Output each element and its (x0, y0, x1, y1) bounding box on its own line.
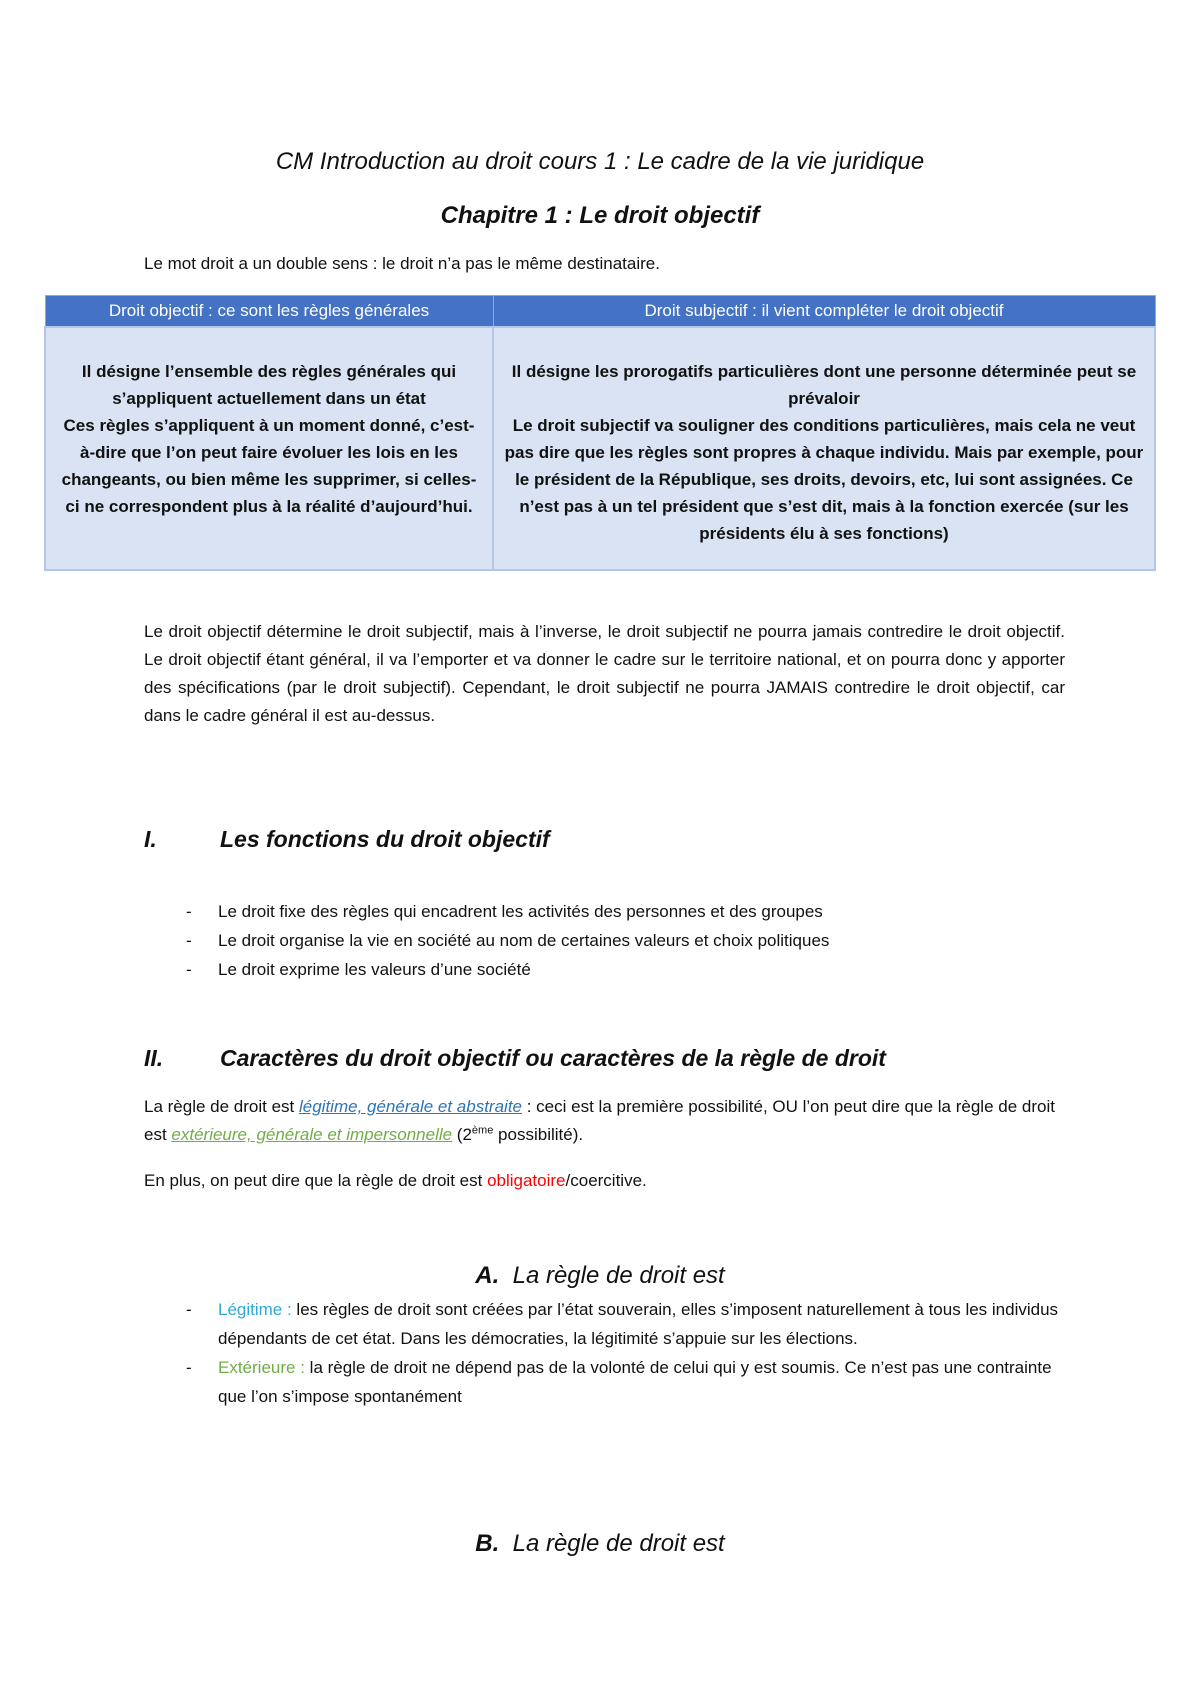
text-run: En plus, on peut dire que la règle de droit est (144, 1171, 488, 1190)
subsection-heading-a (0, 1262, 1200, 1290)
section-title: Les fonctions du droit objectif (220, 826, 550, 852)
highlight-obligatoire: obligatoire (487, 1171, 566, 1190)
subsection-title: La règle de droit est (512, 1262, 725, 1289)
table-cell-subjectif (493, 327, 1155, 570)
cell-text: Il désigne l’ensemble des règles générales qui s’appliquent actuellement dans un état (81, 362, 457, 408)
section-number: II. (144, 1045, 164, 1071)
term-text: la règle de droit ne dépend pas de la volonté de celui qui y est soumis. Ce n’est pas une contrainte que l’on s’impose spontanément (218, 1358, 1052, 1406)
chapter-title: Chapitre 1 : Le droit objectif (440, 202, 760, 229)
text-run: /coercitive. (565, 1171, 647, 1190)
term-text: les règles de droit sont créées par l’état souverain, elles s’imposent naturellement à tous les individus dépendants de cet état. Dans les démocraties, la légitimité s’appuie sur les élections. (218, 1300, 1059, 1348)
cell-text: Il désigne les prorogatifs particulières dont une personne déterminée peut se prévaloir (511, 362, 1137, 408)
list-item: - Le droit exprime les valeurs d’une société (186, 955, 1066, 984)
link-legitime-generale-abstraite[interactable]: légitime, générale et abstraite (298, 1097, 523, 1116)
subsection-title: La règle de droit est (512, 1530, 725, 1557)
text-run: : ceci est la première possibilité, OU l’on peut dire que la règle de droit est (144, 1097, 1055, 1144)
section-number: I. (144, 826, 157, 852)
subsection-letter: A. (475, 1262, 500, 1289)
cell-text: Ces règles s’appliquent à un moment donné, c’est-à-dire que l’on peut faire évoluer les lois en les changeants, ou bien même les supprimer, si celles-ci ne correspondent plus à la réalité d’aujourd’hui. (61, 416, 477, 516)
coercive-paragraph (144, 1167, 1065, 1195)
term-legitime: Légitime : (218, 1300, 292, 1319)
list-item: - Le droit fixe des règles qui encadrent les activités des personnes et des groupes (186, 897, 1066, 926)
list-item (186, 1295, 1066, 1353)
cell-text: Le droit subjectif va souligner des conditions particulières, mais cela ne veut pas dire que les règles sont propres à chaque individu. Mais par exemple, pour le président de la République, ses droits, devoirs, etc, lui sont assignées. Ce n’est pas à un tel président que s’est dit, mais à la fonction exercée (sur les présidents élu à ses fonctions) (504, 416, 1144, 543)
regle-list (186, 1295, 1066, 1411)
list-item (186, 1353, 1066, 1411)
subsection-heading-b (0, 1530, 1200, 1558)
table-header-objectif: Droit objectif : ce sont les règles générales (45, 296, 493, 328)
characters-paragraph (144, 1093, 1074, 1149)
table-header-subjectif: Droit subjectif : il vient compléter le droit objectif (493, 296, 1155, 328)
body-paragraph: Le droit objectif détermine le droit subjectif, mais à l’inverse, le droit subjectif ne pourra jamais contredire le droit objectif. Le droit objectif étant général, il va l’emporter et va donner le cadre sur le territoire national, et on pourra donc y apporter des spécifications (par le droit subjectif). Cependant, le droit subjectif ne pourra JAMAIS contredire le droit objectif, car dans le cadre général il est au-dessus. (144, 622, 1065, 725)
text-run: possibilité). (493, 1125, 584, 1144)
list-item: - Le droit organise la vie en société au nom de certaines valeurs et choix politiques (186, 926, 1066, 955)
text-run: La règle de droit est (144, 1097, 299, 1116)
text-run: (2 (452, 1125, 472, 1144)
subsection-letter: B. (475, 1530, 500, 1557)
comparison-table (44, 295, 1156, 571)
functions-list (186, 897, 1066, 984)
intro-line: Le mot droit a un double sens : le droit n’a pas le même destinataire. (144, 254, 660, 273)
superscript: ème (471, 1124, 494, 1137)
document-title: CM Introduction au droit cours 1 : Le cadre de la vie juridique (275, 148, 925, 175)
term-exterieure: Extérieure : (218, 1358, 305, 1377)
table-cell-objectif (45, 327, 493, 570)
section-title: Caractères du droit objectif ou caractères de la règle de droit (220, 1045, 886, 1071)
link-exterieure-generale-impersonnelle[interactable]: extérieure, générale et impersonnelle (171, 1125, 453, 1144)
